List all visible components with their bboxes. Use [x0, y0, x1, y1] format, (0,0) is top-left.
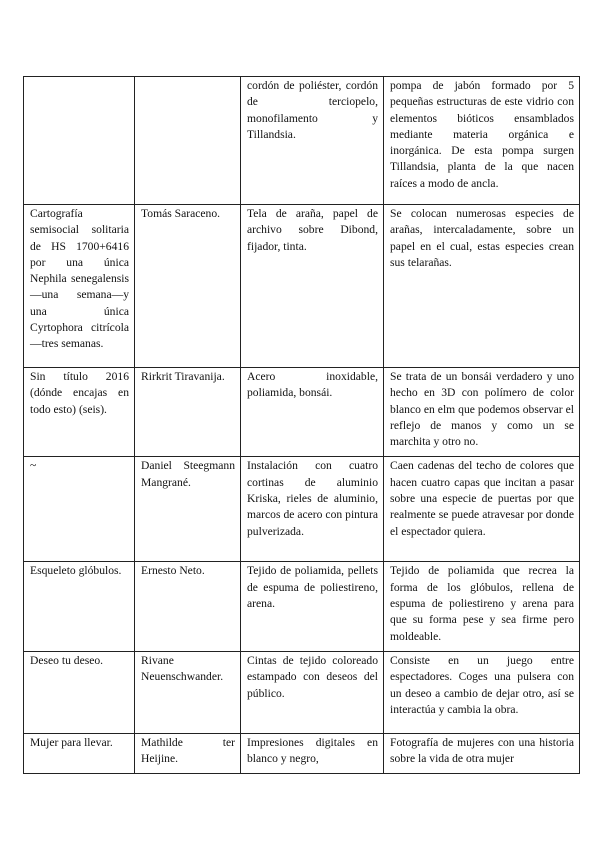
title-cell: Deseo tu deseo.: [24, 651, 135, 733]
artworks-table: [23, 76, 580, 774]
artist-cell: Ernesto Neto.: [135, 562, 241, 651]
description-cell: Caen cadenas del techo de colores que hacen cuatro capas que incitan a pasar sobre una especie de puertas por que realmente se puede atravesar por donde el espectador quiera.: [384, 457, 580, 562]
description-cell: Consiste en un juego entre espectadores. Coges una pulsera con un deseo a cambio de dejar otro, así se interactúa y cambia la obra.: [384, 651, 580, 733]
description-cell: Se trata de un bonsái verdadero y uno hecho en 3D con polímero de color blanco en elm que podemos observar el reflejo de manos y como un se marchita y otro no.: [384, 368, 580, 457]
table-row: [24, 733, 580, 773]
description-cell: Se colocan numerosas especies de arañas, intercaladamente, sobre un papel en el cual, estas especies crean sus telarañas.: [384, 205, 580, 368]
table-row: [24, 368, 580, 457]
artist-cell: Tomás Saraceno.: [135, 205, 241, 368]
materials-cell: Instalación con cuatro cortinas de aluminio Kriska, rieles de aluminio, marcos de acero con pintura pulverizada.: [241, 457, 384, 562]
materials-cell: Cintas de tejido coloreado estampado con deseos del público.: [241, 651, 384, 733]
artist-cell: [135, 77, 241, 205]
table-row: [24, 562, 580, 651]
table-row: [24, 651, 580, 733]
title-cell: ~: [24, 457, 135, 562]
description-cell: Fotografía de mujeres con una historia sobre la vida de otra mujer: [384, 733, 580, 773]
table-row: [24, 457, 580, 562]
artist-cell: Rirkrit Tiravanija.: [135, 368, 241, 457]
title-cell: Sin título 2016 (dónde encajas en todo esto) (seis).: [24, 368, 135, 457]
title-cell: Mujer para llevar.: [24, 733, 135, 773]
title-cell: Esqueleto glóbulos.: [24, 562, 135, 651]
materials-cell: Impresiones digitales en blanco y negro,: [241, 733, 384, 773]
artist-cell: Rivane Neuenschwander.: [135, 651, 241, 733]
materials-cell: Tela de araña, papel de archivo sobre Dibond, fijador, tinta.: [241, 205, 384, 368]
title-cell: [24, 77, 135, 205]
table-row: [24, 77, 580, 205]
artist-cell: Mathilde ter Heijine.: [135, 733, 241, 773]
table-row: [24, 205, 580, 368]
materials-cell: Tejido de poliamida, pellets de espuma de poliestireno, arena.: [241, 562, 384, 651]
artist-cell: Daniel Steegmann Mangrané.: [135, 457, 241, 562]
materials-cell: Acero inoxidable, poliamida, bonsái.: [241, 368, 384, 457]
description-cell: Tejido de poliamida que recrea la forma de los glóbulos, rellena de espuma de poliestireno y arena para que su forma pese y sea firme pero moldeable.: [384, 562, 580, 651]
description-cell: pompa de jabón formado por 5 pequeñas estructuras de este vidrio con elementos bióticos ensamblados mediante materia orgánica e inorgánica. De esta pompa surgen Tillandsia, planta de la que nacen raíces a modo de ancla.: [384, 77, 580, 205]
materials-cell: cordón de poliéster, cordón de terciopelo, monofilamento y Tillandsia.: [241, 77, 384, 205]
title-cell: Cartografía semisocial solitaria de HS 1700+6416 por una única Nephila senegalensis—una semana—y una única Cyrtophora citrícola—tres semanas.: [24, 205, 135, 368]
